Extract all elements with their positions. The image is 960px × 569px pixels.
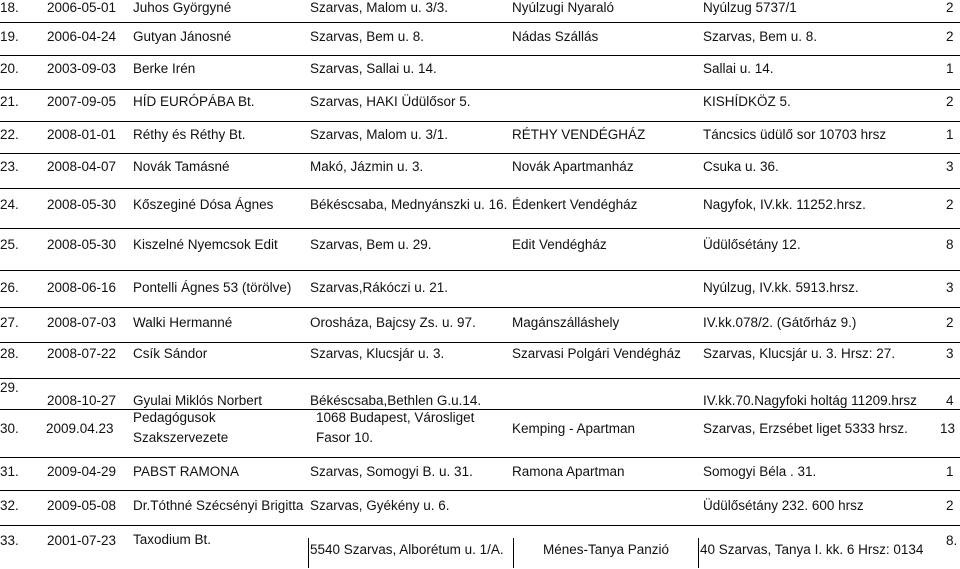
cell-border xyxy=(698,538,960,568)
cell-address: 5540 Szarvas, Alborétum u. 1/A. xyxy=(310,542,504,557)
row-divider xyxy=(0,342,960,343)
cell-date: 2009-05-08 xyxy=(47,498,117,513)
cell-location: Nyúlzug, IV.kk. 5913.hrsz. xyxy=(703,280,859,295)
cell-owner: Gyulai Miklós Norbert xyxy=(133,393,263,408)
cell-num: 26. xyxy=(0,280,19,295)
cell-date: 2006-04-24 xyxy=(47,29,117,44)
row-divider xyxy=(0,307,960,308)
cell-location: Nagyfok, IV.kk. 11252.hrsz. xyxy=(703,197,866,212)
cell-location: Csuka u. 36. xyxy=(703,159,779,174)
cell-count: 3 xyxy=(946,346,954,361)
row-divider xyxy=(0,121,960,122)
cell-address: Békéscsaba,Bethlen G.u.14. xyxy=(310,393,482,408)
cell-name: Nádas Szállás xyxy=(512,29,599,44)
cell-owner: Pedagógusok Szakszervezete xyxy=(133,410,229,445)
cell-location: Táncsics üdülő sor 10703 hrsz xyxy=(703,127,887,142)
cell-address: Szarvas, Malom u. 3/1. xyxy=(310,127,449,142)
table-row xyxy=(0,197,960,231)
cell-owner: Pontelli Ágnes 53 (törölve) xyxy=(133,280,292,295)
cell-date: 2008-10-27 xyxy=(47,393,117,408)
cell-name: Magánszálláshely xyxy=(512,315,620,330)
cell-date: 2008-05-30 xyxy=(47,197,117,212)
cell-date: 2009-04-29 xyxy=(47,464,117,479)
cell-num: 29. xyxy=(0,380,19,395)
cell-location: Nyúlzug 5737/1 xyxy=(703,0,797,15)
cell-num: 19. xyxy=(0,29,19,44)
cell-address: Békéscsaba, Mednyánszki u. 16. xyxy=(310,197,508,212)
cell-name: Ramona Apartman xyxy=(512,464,625,479)
row-divider xyxy=(0,89,960,90)
cell-name: Novák Apartmanház xyxy=(512,159,634,174)
cell-num: 22. xyxy=(0,127,19,142)
row-divider xyxy=(0,490,960,491)
cell-location: KISHÍDKÖZ 5. xyxy=(703,94,791,109)
cell-location: IV.kk.70.Nagyfoki holtág 11209.hrsz xyxy=(703,393,917,408)
cell-address: Szarvas,Rákóczi u. 21. xyxy=(310,280,449,295)
cell-num: 33. xyxy=(0,533,19,548)
cell-count: 2 xyxy=(946,315,954,330)
cell-num: 32. xyxy=(0,498,19,513)
row-divider xyxy=(0,188,960,189)
cell-address: Szarvas, Somogyi B. u. 31. xyxy=(310,464,473,479)
row-divider xyxy=(0,55,960,56)
cell-num: 25. xyxy=(0,237,19,252)
cell-num: 23. xyxy=(0,159,19,174)
table-row xyxy=(0,280,960,314)
cell-date: 2006-05-01 xyxy=(47,0,117,15)
cell-address: Szarvas, Bem u. 29. xyxy=(310,237,432,252)
cell-location: Üdülősétány 12. xyxy=(703,237,801,252)
cell-count: 3 xyxy=(946,280,954,295)
cell-location: Sallai u. 14. xyxy=(703,61,774,76)
table-row xyxy=(0,94,960,128)
cell-num: 24. xyxy=(0,197,19,212)
cell-address: Szarvas, Klucsjár u. 3. xyxy=(310,346,445,361)
cell-address: Szarvas, Malom u. 3/3. xyxy=(310,0,449,15)
cell-count: 2 xyxy=(946,197,954,212)
row-divider xyxy=(0,409,960,410)
cell-count: 8. xyxy=(946,533,958,548)
cell-count: 3 xyxy=(946,159,954,174)
cell-location: Szarvas, Bem u. 8. xyxy=(703,29,818,44)
cell-count: 1 xyxy=(946,61,954,76)
cell-count: 13 xyxy=(940,421,956,436)
cell-name: Édenkert Vendégház xyxy=(512,197,638,212)
cell-name: Nyúlzugi Nyaraló xyxy=(512,0,615,15)
table-row xyxy=(0,498,960,532)
cell-owner: HÍD EURÓPÁBA Bt. xyxy=(133,94,255,109)
cell-owner: Kőszeginé Dósa Ágnes xyxy=(133,197,274,212)
cell-owner: Dr.Tóthné Szécsényi Brigitta xyxy=(133,498,304,513)
cell-date: 2008-04-07 xyxy=(47,159,117,174)
cell-num: 27. xyxy=(0,315,19,330)
cell-owner: Novák Tamásné xyxy=(133,159,230,174)
cell-count: 2 xyxy=(946,498,954,513)
cell-count: 4 xyxy=(946,393,954,408)
cell-num: 28. xyxy=(0,346,19,361)
cell-name: Szarvasi Polgári Vendégház xyxy=(512,346,681,361)
cell-date: 2008-07-22 xyxy=(47,346,117,361)
cell-date: 2001-07-23 xyxy=(47,533,117,548)
cell-owner: Csík Sándor xyxy=(133,346,208,361)
cell-owner: Berke Irén xyxy=(133,61,196,76)
row-divider xyxy=(0,153,960,154)
row-divider xyxy=(0,228,960,229)
table-row xyxy=(0,410,960,451)
row-divider xyxy=(0,457,960,458)
cell-location: Üdülősétány 232. 600 hrsz xyxy=(703,498,864,513)
cell-num: 20. xyxy=(0,61,19,76)
cell-num: 18. xyxy=(0,0,19,15)
cell-address: Szarvas, HAKI Üdülősor 5. xyxy=(310,94,471,109)
cell-location: Szarvas, Erzsébet liget 5333 hrsz. xyxy=(703,421,908,436)
cell-address: 1068 Budapest, Városliget Fasor 10. xyxy=(316,410,475,445)
cell-num: 30. xyxy=(0,421,19,436)
cell-owner: Juhos Györgyné xyxy=(133,0,232,15)
cell-name: Kemping - Apartman xyxy=(512,421,636,436)
cell-location: Somogyi Béla . 31. xyxy=(703,464,817,479)
cell-date: 2008-06-16 xyxy=(47,280,117,295)
row-divider xyxy=(0,22,960,23)
cell-count: 8 xyxy=(946,237,954,252)
cell-name: RÉTHY VENDÉGHÁZ xyxy=(512,127,646,142)
cell-date: 2008-07-03 xyxy=(47,315,117,330)
cell-owner: Walki Hermanné xyxy=(133,315,233,330)
cell-name: Ménes-Tanya Panzió xyxy=(543,542,670,557)
cell-date: 2008-01-01 xyxy=(47,127,117,142)
cell-count: 2 xyxy=(946,94,954,109)
cell-border xyxy=(308,538,514,568)
cell-num: 31. xyxy=(0,464,19,479)
cell-count: 1 xyxy=(946,127,954,142)
cell-location: IV.kk.078/2. (Gátőrház 9.) xyxy=(703,315,857,330)
cell-date: 2007-09-05 xyxy=(47,94,117,109)
cell-address: Szarvas, Gyékény u. 6. xyxy=(310,498,450,513)
cell-address: Szarvas, Bem u. 8. xyxy=(310,29,425,44)
cell-owner: Kiszelné Nyemcsok Edit xyxy=(133,237,278,252)
cell-count: 2 xyxy=(946,29,954,44)
table-row xyxy=(0,29,960,63)
cell-count: 1 xyxy=(946,464,954,479)
cell-date: 2008-05-30 xyxy=(47,237,117,252)
cell-num: 21. xyxy=(0,94,19,109)
cell-date: 2009.04.23 xyxy=(46,421,114,436)
cell-owner: Gutyan Jánosné xyxy=(133,29,232,44)
cell-location: Szarvas, Klucsjár u. 3. Hrsz: 27. xyxy=(703,346,896,361)
cell-address: Makó, Jázmin u. 3. xyxy=(310,159,424,174)
table-row xyxy=(0,127,960,161)
cell-owner: PABST RAMONA xyxy=(133,464,240,479)
row-divider xyxy=(0,378,960,379)
cell-owner: Réthy és Réthy Bt. xyxy=(133,127,246,142)
table-row xyxy=(0,237,960,271)
cell-name: Edit Vendégház xyxy=(512,237,607,252)
cell-owner: Taxodium Bt. xyxy=(133,532,212,547)
cell-address: Orosháza, Bajcsy Zs. u. 97. xyxy=(310,315,476,330)
cell-count: 2 xyxy=(946,0,954,15)
table-row xyxy=(0,346,960,380)
row-divider xyxy=(0,270,960,271)
table-row xyxy=(0,464,960,498)
cell-location: 40 Szarvas, Tanya I. kk. 6 Hrsz: 0134 xyxy=(700,542,924,557)
cell-date: 2003-09-03 xyxy=(47,61,117,76)
row-divider xyxy=(0,525,960,526)
cell-address: Szarvas, Sallai u. 14. xyxy=(310,61,437,76)
table-row xyxy=(0,315,960,349)
